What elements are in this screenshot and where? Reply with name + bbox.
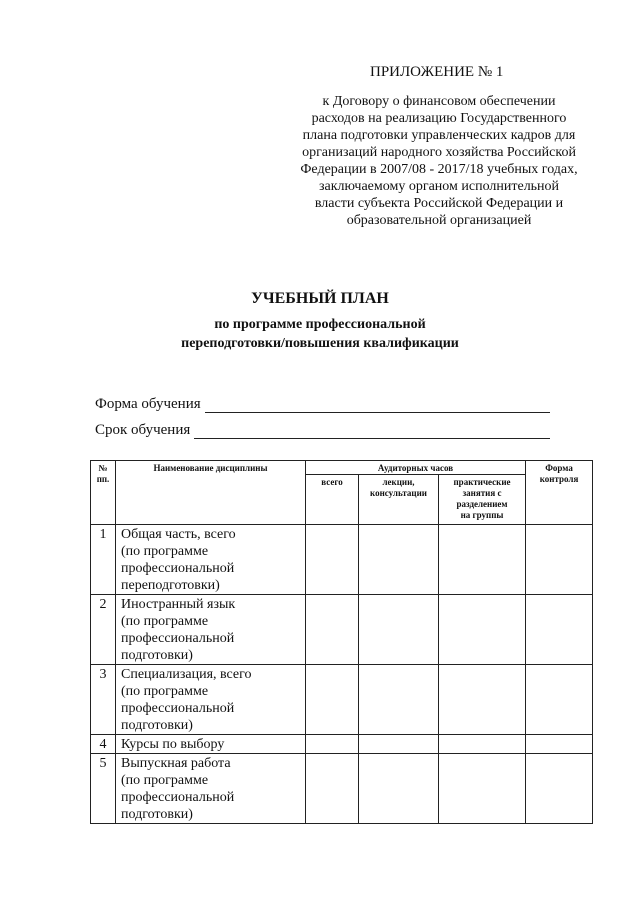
row-discipline-line: Иностранный язык (121, 597, 236, 612)
row-discipline-line: подготовки) (121, 718, 193, 733)
row-number: 4 (91, 735, 116, 754)
study-term-label: Срок обучения (95, 422, 191, 438)
row-discipline-line: Общая часть, всего (121, 527, 236, 542)
study-form-field[interactable] (95, 396, 550, 413)
row-discipline-line: Выпускная работа (121, 756, 231, 771)
header-lectures-line: лекции, (382, 477, 415, 487)
row-discipline (116, 754, 306, 824)
cell-lectures[interactable] (359, 735, 439, 754)
appendix-line: власти субъекта Российской Федерации и (314, 196, 564, 211)
row-number: 1 (91, 525, 116, 595)
row-discipline (116, 595, 306, 665)
row-discipline (116, 735, 306, 754)
header-practical (439, 475, 526, 525)
header-lectures-line: консультации (370, 488, 427, 498)
row-discipline-line: подготовки) (121, 807, 193, 822)
row-discipline-line: (по программе (121, 544, 209, 559)
header-control-line: контроля (539, 474, 579, 484)
appendix-description (274, 93, 604, 229)
table-row (91, 665, 593, 735)
row-discipline-line: переподготовки) (121, 578, 220, 593)
row-discipline (116, 665, 306, 735)
appendix-line: организаций народного хозяйства Российской (302, 145, 576, 160)
cell-total[interactable] (306, 525, 359, 595)
appendix-line: образовательной организацией (346, 213, 532, 228)
study-form-label: Форма обучения (95, 396, 201, 412)
cell-lectures[interactable] (359, 754, 439, 824)
table-row (91, 735, 593, 754)
header-total: всего (306, 475, 359, 525)
plan-title: УЧЕБНЫЙ ПЛАН (251, 290, 389, 307)
cell-total[interactable] (306, 665, 359, 735)
row-discipline-line: (по программе (121, 684, 209, 699)
header-practical-line: разделением (456, 499, 508, 509)
cell-control[interactable] (526, 525, 593, 595)
header-number (91, 461, 116, 525)
header-practical-line: на группы (460, 510, 504, 520)
cell-practical[interactable] (439, 595, 526, 665)
header-auditory-hours: Аудиторных часов (306, 461, 526, 475)
plan-subtitle-line: переподготовки/повышения квалификации (181, 336, 459, 351)
header-control-form (526, 461, 593, 525)
cell-control[interactable] (526, 735, 593, 754)
cell-lectures[interactable] (359, 665, 439, 735)
header-number-line: № (98, 463, 108, 473)
row-discipline-line: (по программе (121, 614, 209, 629)
cell-total[interactable] (306, 735, 359, 754)
appendix-title: ПРИЛОЖЕНИЕ № 1 (370, 64, 504, 80)
cell-total[interactable] (306, 595, 359, 665)
table-row (91, 754, 593, 824)
cell-practical[interactable] (439, 735, 526, 754)
cell-practical[interactable] (439, 754, 526, 824)
cell-lectures[interactable] (359, 595, 439, 665)
row-discipline-line: профессиональной (121, 701, 235, 716)
row-number: 3 (91, 665, 116, 735)
appendix-line: к Договору о финансовом обеспечении (322, 94, 556, 109)
header-discipline-name: Наименование дисциплины (116, 461, 306, 525)
header-number-line: пп. (96, 474, 110, 484)
curriculum-table (90, 460, 593, 824)
appendix-line: Федерации в 2007/08 - 2017/18 учебных годах, (300, 162, 578, 177)
cell-total[interactable] (306, 754, 359, 824)
cell-practical[interactable] (439, 525, 526, 595)
cell-control[interactable] (526, 665, 593, 735)
row-number: 5 (91, 754, 116, 824)
header-practical-line: занятия с (462, 488, 502, 498)
row-discipline-line: профессиональной (121, 790, 235, 805)
cell-lectures[interactable] (359, 525, 439, 595)
row-discipline-line: профессиональной (121, 561, 235, 576)
study-term-input-line[interactable] (194, 424, 550, 439)
header-control-line: Форма (545, 463, 573, 473)
row-discipline-line: профессиональной (121, 631, 235, 646)
row-discipline-line: Курсы по выбору (121, 737, 225, 752)
plan-subtitle (0, 315, 640, 353)
cell-control[interactable] (526, 595, 593, 665)
study-form-input-line[interactable] (205, 398, 550, 413)
table-row (91, 595, 593, 665)
row-discipline-line: (по программе (121, 773, 209, 788)
appendix-line: расходов на реализацию Государственного (311, 111, 567, 126)
study-term-field[interactable] (95, 422, 550, 439)
row-discipline (116, 525, 306, 595)
appendix-line: плана подготовки управленческих кадров для (302, 128, 576, 143)
cell-control[interactable] (526, 754, 593, 824)
row-discipline-line: Специализация, всего (121, 667, 252, 682)
cell-practical[interactable] (439, 665, 526, 735)
row-discipline-line: подготовки) (121, 648, 193, 663)
appendix-line: заключаемому органом исполнительной (318, 179, 560, 194)
table-row (91, 525, 593, 595)
row-number: 2 (91, 595, 116, 665)
header-practical-line: практические (453, 477, 511, 487)
header-lectures (359, 475, 439, 525)
plan-subtitle-line: по программе профессиональной (214, 317, 426, 332)
